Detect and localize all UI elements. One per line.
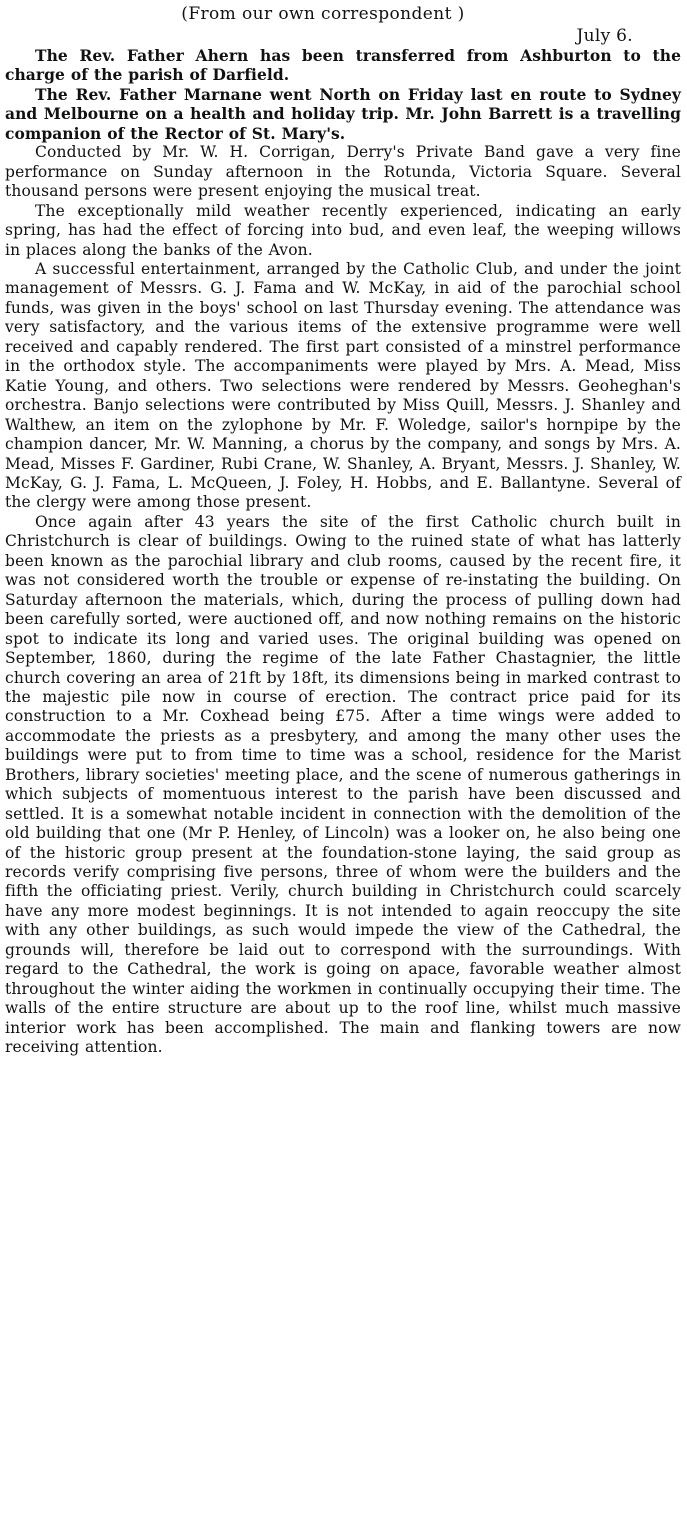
byline: (From our own correspondent ) bbox=[181, 4, 465, 24]
paragraph-church-site: Once again after 43 years the site of the first Catholic church built in Christchurch is clear of buildings. Owing to the ruined state of what has latterly been known as the parochial library and club rooms, caused by the recent fire, it was not considered worth the trouble or expense of re-instating the building. On Saturday afternoon the materials, which, during the process of pulling down had been carefully sorted, were auctioned off, and now nothing remains on the historic spot to indicate its long and varied uses. The original building was opened on September, 1860, during the regime of the late Father Chastagnier, the little church covering an area of 21ft by 18ft, its dimensions being in marked contrast to the majestic pile now in course of erection. The contract price paid for its construction to a Mr. Coxhead being £75. After a time wings were added to accommodate the priests as a presbytery, and among the many other uses the buildings were put to from time to time was a school, residence for the Marist Brothers, library societies' meeting place, and the scene of numerous gatherings in which subjects of momentuous interest to the parish have been discussed and settled. It is a somewhat notable incident in connection with the demolition of the old building that one (Mr P. Henley, of Lincoln) was a looker on, he also being one of the historic group present at the foundation-stone laying, the said group as records verify comprising five persons, three of whom were the builders and the fifth the officiating priest. Verily, church building in Christchurch could scarcely have any more modest beginnings. It is not intended to again reoccupy the site with any other buildings, as such would impede the view of the Cathedral, the grounds will, therefore be laid out to correspond with the surroundings. With regard to the Cathedral, the work is going on apace, favorable weather almost throughout the winter aiding the workmen in continually occupying their time. The walls of the entire structure are about up to the roof line, whilst much massive interior work has been accomplished. The main and flanking towers are now receiving attention. bbox=[5, 512, 681, 1057]
dateline: July 6. bbox=[576, 26, 633, 46]
paragraph-band-performance: Conducted by Mr. W. H. Corrigan, Derry's Private Band gave a very fine performance on Sunday afternoon in the Rotunda, Victoria Square. Several thousand persons were present enjoying the musical treat. bbox=[5, 143, 681, 201]
paragraph-entertainment: A successful entertainment, arranged by the Catholic Club, and under the joint management of Messrs. G. J. Fama and W. McKay, in aid of the parochial school funds, was given in the boys' school on last Thursday evening. The attendance was very satisfactory, and the various items of the extensive programme were well received and capably rendered. The first part consisted of a minstrel performance in the orthodox style. The accompaniments were played by Mrs. A. Mead, Miss Katie Young, and others. Two selections were rendered by Messrs. Geoheghan's orchestra. Banjo selections were contributed by Miss Quill, Messrs. J. Shanley and Walthew, an item on the zylophone by Mr. F. Woledge, sailor's hornpipe by the champion dancer, Mr. W. Manning, a chorus by the company, and songs by Mrs. A. Mead, Misses F. Gardiner, Rubi Crane, W. Shanley, A. Bryant, Messrs. J. Shanley, W. McKay, G. J. Fama, L. McQueen, J. Foley, H. Hobbs, and E. Ballantyne. Several of the clergy were among those present. bbox=[5, 259, 681, 512]
article-body bbox=[5, 46, 681, 1058]
paragraph-mild-weather: The exceptionally mild weather recently experienced, indicating an early spring, has had the effect of forcing into bud, and even leaf, the weeping willows in places along the banks of the Avon. bbox=[5, 201, 681, 259]
paragraph-marnane-trip: The Rev. Father Marnane went North on Friday last en route to Sydney and Melbourne on a health and holiday trip. Mr. John Barrett is a travelling companion of the Rector of St. Mary's. bbox=[5, 84, 681, 143]
paragraph-ahern-transfer: The Rev. Father Ahern has been transferred from Ashburton to the charge of the parish of Darfield. bbox=[5, 46, 681, 85]
